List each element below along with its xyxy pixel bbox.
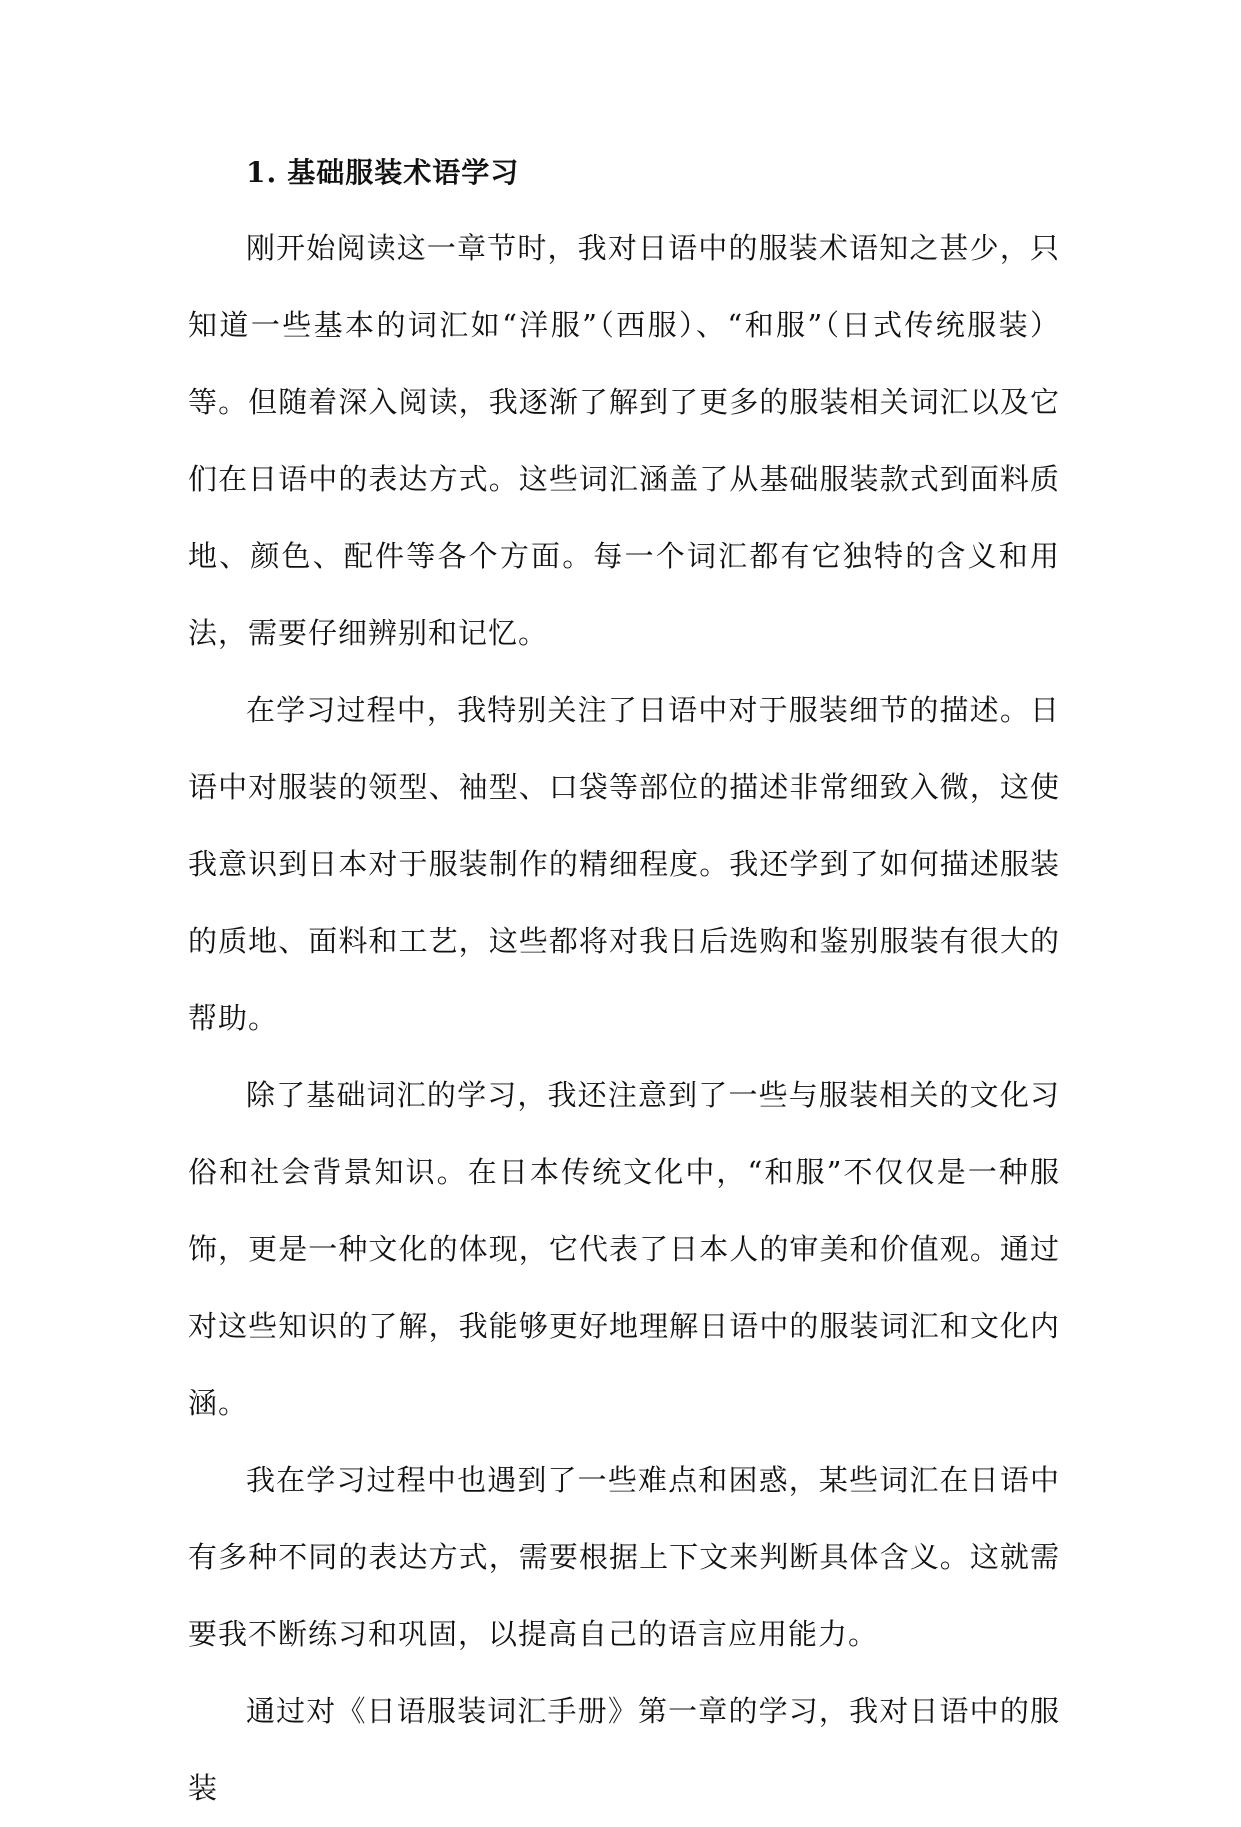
paragraph-2: 在学习过程中，我特别关注了日语中对于服装细节的描述。日语中对服装的领型、袖型、口袋等部位的描述非常细致入微，这使我意识到日本对于服装制作的精细程度。我还学到了如何描述服装的质地、面料和工艺，这些都将对我日后选购和鉴别服装有很大的帮助。 (188, 693, 1060, 1035)
section-title: 基础服装术语学习 (287, 156, 520, 189)
paragraph-3: 除了基础词汇的学习，我还注意到了一些与服装相关的文化习俗和社会背景知识。在日本传统文化中，“和服”不仅仅是一种服饰，更是一种文化的体现，它代表了日本人的审美和价值观。通过对这些知识的了解，我能够更好地理解日语中的服装词汇和文化内涵。 (188, 1078, 1060, 1420)
paragraph-5: 通过对《日语服装词汇手册》第一章的学习，我对日语中的服装 (188, 1694, 1060, 1805)
document-body (188, 150, 1060, 1827)
paragraph-4: 我在学习过程中也遇到了一些难点和困惑，某些词汇在日语中有多种不同的表达方式，需要根据上下文来判断具体含义。这就需要我不断练习和巩固，以提高自己的语言应用能力。 (188, 1463, 1060, 1651)
section-heading (188, 150, 1060, 196)
paragraph-1: 刚开始阅读这一章节时，我对日语中的服装术语知之甚少，只知道一些基本的词汇如“洋服”（西服）、“和服”（日式传统服装）等。但随着深入阅读，我逐渐了解到了更多的服装相关词汇以及它们在日语中的表达方式。这些词汇涵盖了从基础服装款式到面料质地、颜色、配件等各个方面。每一个词汇都有它独特的含义和用法，需要仔细辨别和记忆。 (188, 231, 1060, 650)
section-number: 1. (246, 156, 278, 189)
